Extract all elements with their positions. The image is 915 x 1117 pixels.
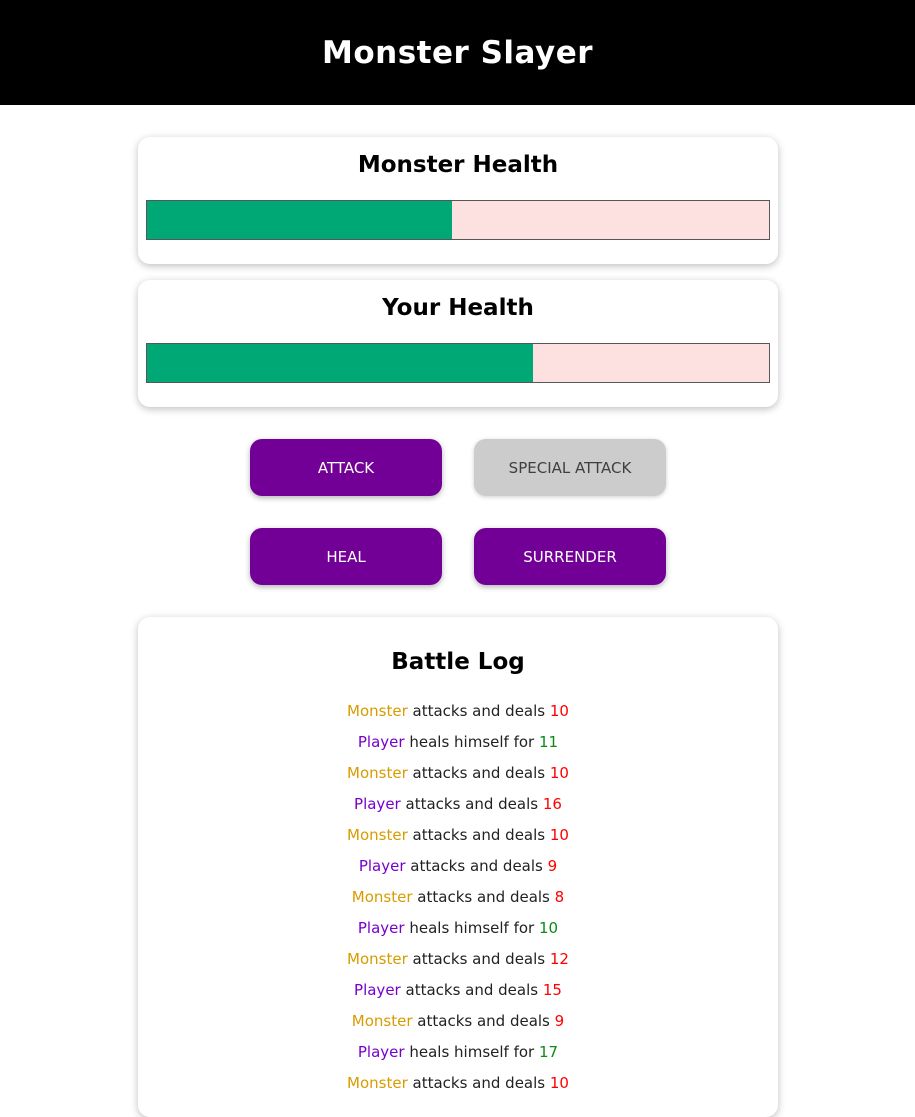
log-entry-actor: Monster [347, 826, 408, 844]
log-entry-actor: Player [357, 919, 405, 937]
monster-healthbar [146, 200, 770, 240]
log-entry-value: 10 [549, 826, 569, 844]
log-entry-actor: Monster [347, 702, 408, 720]
log-entry-value: 10 [549, 1074, 569, 1092]
battle-log-entry [138, 977, 778, 1008]
battle-log-list [138, 698, 778, 1101]
log-entry-actor: Monster [347, 764, 408, 782]
log-entry-value: 8 [554, 888, 565, 906]
log-entry-action: attacks and deals [410, 857, 543, 875]
battle-log-entry [138, 853, 778, 884]
log-entry-action: attacks and deals [412, 702, 546, 720]
monster-healthbar-fill [147, 201, 452, 239]
log-entry-action: attacks and deals [405, 795, 539, 813]
log-entry-action: attacks and deals [417, 888, 550, 906]
log-entry-action: attacks and deals [412, 950, 546, 968]
player-healthbar-fill [147, 344, 533, 382]
special-attack-button[interactable]: SPECIAL ATTACK [474, 439, 666, 496]
log-entry-action: heals himself for [409, 1043, 535, 1061]
log-entry-value: 16 [542, 795, 562, 813]
log-entry-actor: Player [358, 857, 406, 875]
log-entry-action: attacks and deals [412, 764, 546, 782]
log-entry-value: 10 [549, 764, 569, 782]
battle-log-entry [138, 729, 778, 760]
battle-log-entry [138, 698, 778, 729]
battle-log-entry [138, 1070, 778, 1101]
battle-log-entry [138, 915, 778, 946]
battle-log-title: Battle Log [391, 649, 525, 675]
log-entry-actor: Player [357, 733, 405, 751]
log-entry-action: attacks and deals [412, 1074, 546, 1092]
log-entry-actor: Monster [351, 1012, 413, 1030]
log-entry-value: 10 [549, 702, 569, 720]
battle-log-entry [138, 822, 778, 853]
log-entry-value: 9 [554, 1012, 565, 1030]
player-healthbar [146, 343, 770, 383]
heal-button[interactable]: HEAL [250, 528, 442, 585]
battle-log-entry [138, 884, 778, 915]
log-entry-actor: Monster [347, 950, 408, 968]
battle-log-entry [138, 946, 778, 977]
log-entry-value: 11 [539, 733, 559, 751]
log-entry-value: 12 [549, 950, 569, 968]
player-health-title: Your Health [382, 295, 534, 321]
player-health-card [138, 280, 778, 407]
surrender-button[interactable]: SURRENDER [474, 528, 666, 585]
log-entry-action: attacks and deals [405, 981, 539, 999]
attack-button[interactable]: ATTACK [250, 439, 442, 496]
monster-health-card [138, 137, 778, 264]
battle-log-entry [138, 760, 778, 791]
battle-log-entry [138, 1039, 778, 1070]
app-header [0, 0, 915, 105]
log-entry-actor: Player [357, 1043, 405, 1061]
log-entry-action: attacks and deals [412, 826, 546, 844]
log-entry-action: heals himself for [409, 733, 535, 751]
log-entry-value: 17 [539, 1043, 559, 1061]
log-entry-actor: Player [354, 795, 401, 813]
log-entry-actor: Monster [347, 1074, 408, 1092]
log-entry-actor: Player [354, 981, 401, 999]
log-entry-value: 15 [542, 981, 562, 999]
log-entry-action: heals himself for [409, 919, 535, 937]
log-entry-actor: Monster [351, 888, 413, 906]
battle-log-entry [138, 1008, 778, 1039]
app-title: Monster Slayer [321, 34, 594, 71]
log-entry-value: 9 [547, 857, 558, 875]
monster-health-title: Monster Health [357, 152, 559, 178]
battle-log-entry [138, 791, 778, 822]
log-entry-action: attacks and deals [417, 1012, 550, 1030]
battle-log-card [138, 617, 778, 1117]
log-entry-value: 10 [539, 919, 559, 937]
